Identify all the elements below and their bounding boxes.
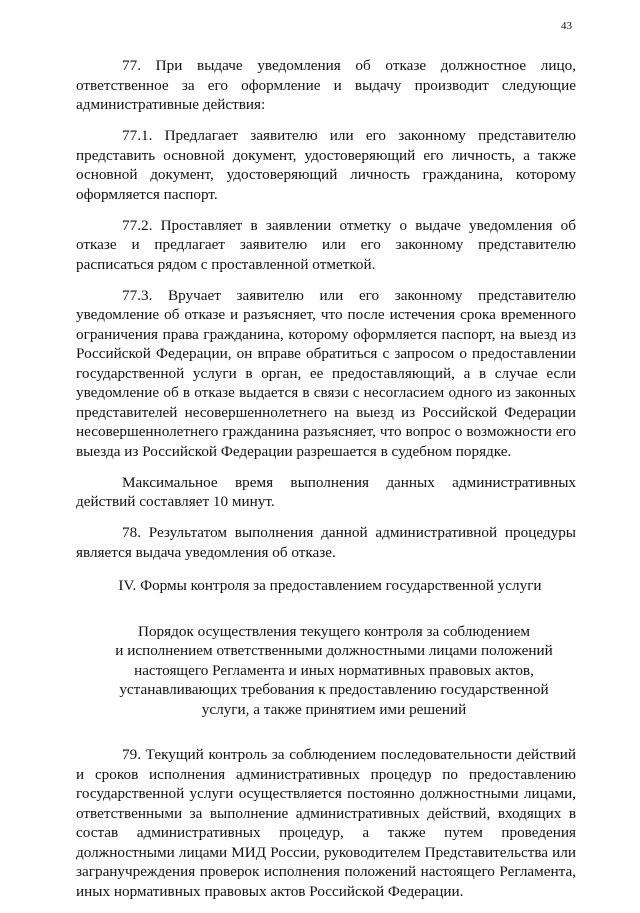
page-number: 43: [561, 20, 572, 32]
paragraph-77-2: 77.2. Проставляет в заявлении отметку о выдаче уведомления об отказе и предлагает заявителю или его законному представителю расписаться рядом с проставленной отметкой.: [76, 216, 576, 273]
subsection-heading: [76, 622, 576, 720]
subsection-line: настоящего Регламента и иных нормативных правовых актов,: [134, 661, 534, 679]
subsection-line: и исполнением ответственными должностными лицами положений: [115, 642, 553, 659]
paragraph-77-1: 77.1. Предлагает заявителю или его законному представителю представить основной документ, удостоверяющий его личность, а также основной документ, удостоверяющий личность гражданина, которому оформляется паспорт.: [76, 127, 576, 203]
subsection-line: устанавливающих требования к предоставлению государственной: [119, 681, 549, 698]
paragraph-78: 78. Результатом выполнения данной административной процедуры является выдача уведомления об отказе.: [76, 524, 576, 561]
paragraph-77: 77. При выдаче уведомления об отказе должностное лицо, ответственное за его оформление и выдачу производит следующие административные действия:: [76, 57, 576, 113]
section-title: IV. Формы контроля за предоставлением государственной услуги: [118, 577, 542, 594]
paragraph-max-time: Максимальное время выполнения данных административных действий составляет 10 минут.: [76, 473, 576, 510]
paragraph-77-3: 77.3. Вручает заявителю или его законному представителю уведомление об отказе и разъясняет, что после истечения срока временного ограничения права гражданина, которому оформляется паспорт, на выезд из Российской Федерации, он вправе обратиться с запросом о предоставлении государственной услуги в орган, ее предоставляющий, а в случае если уведомление об в отказе выдается в связи с несогласием одного из законных представителей несовершеннолетнего на выезд из Российской Федерации несовершеннолетнего гражданина разъясняет, что вопрос о возможности его выезда из Российской Федерации разрешается в судебном порядке.: [76, 286, 576, 460]
subsection-line: услуги, а также принятием ими решений: [201, 700, 467, 718]
subsection-line: Порядок осуществления текущего контроля за соблюдением: [137, 622, 531, 640]
paragraph-79: 79. Текущий контроль за соблюдением последовательности действий и сроков исполнения административных процедур по предоставлению государственной услуги осуществляется постоянно должностными лицами, ответственными за выполнение административных действий, входящих в состав административных процедур, а также путем проведения должностными лицами МИД России, руководителем Представительства или загранучреждения проверок исполнения положений настоящего Регламента, иных нормативных правовых актов Российской Федерации.: [76, 746, 576, 900]
document-body: [76, 56, 576, 913]
